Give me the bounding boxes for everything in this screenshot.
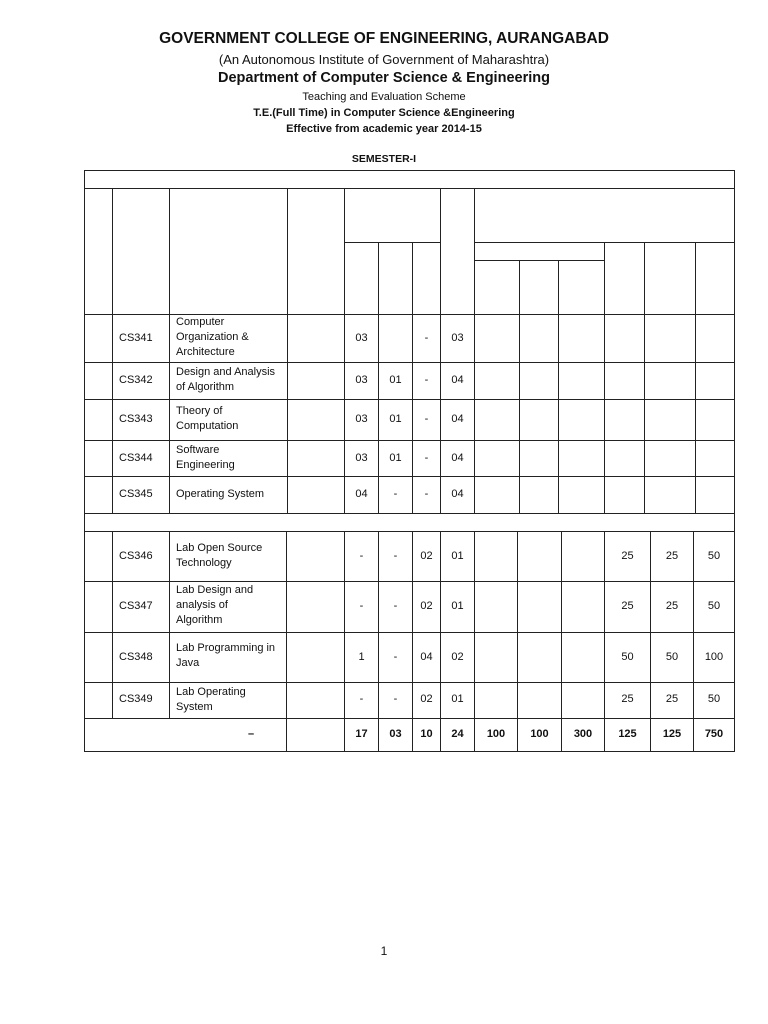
course-code: CS349 xyxy=(119,693,153,705)
program-title: T.E.(Full Time) in Computer Science &Engineering xyxy=(253,107,515,119)
practical-hours: - xyxy=(424,488,429,500)
credits: 04 xyxy=(451,374,464,386)
term-work-marks: 25 xyxy=(621,550,634,562)
course-title: Lab Open Source Technology xyxy=(176,542,263,569)
tutorial-hours: 01 xyxy=(389,413,402,425)
lecture-hours: 03 xyxy=(355,332,368,344)
total-marks: 100 xyxy=(704,651,724,663)
lecture-hours: - xyxy=(359,600,364,612)
tutorial-hours: - xyxy=(393,600,398,612)
scheme-title: Teaching and Evaluation Scheme xyxy=(302,91,466,103)
tutorial-hours: 01 xyxy=(389,374,402,386)
tutorial-hours: - xyxy=(393,651,398,663)
course-code: CS343 xyxy=(119,413,153,425)
total-tutorial-hours: 03 xyxy=(389,728,402,740)
credits: 01 xyxy=(451,550,464,562)
lecture-hours: 04 xyxy=(355,488,368,500)
course-title: Lab Operating System xyxy=(176,686,246,713)
college-name: GOVERNMENT COLLEGE OF ENGINEERING, AURANGABAD xyxy=(159,30,609,47)
total-exam-marks-3: 300 xyxy=(573,728,593,740)
practical-hours: - xyxy=(424,374,429,386)
total-lecture-hours: 17 xyxy=(355,728,368,740)
credits: 04 xyxy=(451,452,464,464)
lecture-hours: - xyxy=(359,693,364,705)
lecture-hours: 03 xyxy=(355,413,368,425)
effective-year: Effective from academic year 2014-15 xyxy=(286,123,482,135)
lecture-hours: - xyxy=(359,550,364,562)
lecture-hours: 1 xyxy=(358,651,365,663)
total-exam-marks-1: 100 xyxy=(486,728,506,740)
tutorial-hours: - xyxy=(393,693,398,705)
practical-hours: 02 xyxy=(420,693,433,705)
totals-label: – xyxy=(247,728,255,740)
grand-total-marks: 750 xyxy=(704,728,724,740)
practical-hours: 02 xyxy=(420,550,433,562)
semester-label: SEMESTER-I xyxy=(351,153,417,165)
lecture-hours: 03 xyxy=(355,374,368,386)
total-credits: 24 xyxy=(451,728,464,740)
course-title: Theory of Computation xyxy=(176,405,239,432)
term-work-marks: 50 xyxy=(621,651,634,663)
course-title: Lab Programming in Java xyxy=(176,642,276,669)
total-marks: 50 xyxy=(707,600,721,612)
tutorial-hours: - xyxy=(393,550,398,562)
tutorial-hours: 01 xyxy=(389,452,402,464)
course-code: CS344 xyxy=(119,452,153,464)
course-title: Operating System xyxy=(176,488,265,500)
course-title: Design and Analysis of Algorithm xyxy=(176,366,276,393)
course-code: CS345 xyxy=(119,488,153,500)
department-title: Department of Computer Science & Engineering xyxy=(218,70,550,86)
institute-note: (An Autonomous Institute of Government of Maharashtra) xyxy=(218,52,550,67)
course-title: Lab Design and analysis of Algorithm xyxy=(176,584,254,626)
course-title: Computer Organization & Architecture xyxy=(176,316,249,358)
course-code: CS341 xyxy=(119,332,153,344)
credits: 03 xyxy=(451,332,464,344)
course-code: CS346 xyxy=(119,550,153,562)
practical-hours: - xyxy=(424,413,429,425)
page-number: 1 xyxy=(380,944,388,958)
total-practical-hours: 10 xyxy=(420,728,433,740)
course-code: CS342 xyxy=(119,374,153,386)
credits: 01 xyxy=(451,600,464,612)
term-work-marks: 25 xyxy=(621,693,634,705)
practical-hours: 04 xyxy=(420,651,433,663)
practical-marks: 25 xyxy=(665,550,679,562)
term-work-marks: 25 xyxy=(621,600,634,612)
total-exam-marks-2: 100 xyxy=(530,728,549,740)
tutorial-hours: - xyxy=(393,488,398,500)
credits: 04 xyxy=(451,413,464,425)
course-code: CS347 xyxy=(119,600,153,612)
practical-marks: 50 xyxy=(665,651,679,663)
total-marks: 50 xyxy=(707,550,721,562)
practical-hours: - xyxy=(424,452,429,464)
practical-hours: - xyxy=(424,332,429,344)
practical-marks: 25 xyxy=(665,600,679,612)
credits: 04 xyxy=(451,488,464,500)
credits: 02 xyxy=(451,651,464,663)
practical-hours: 02 xyxy=(420,600,433,612)
practical-marks: 25 xyxy=(665,693,679,705)
total-term-work-marks: 125 xyxy=(618,728,637,740)
course-code: CS348 xyxy=(119,651,153,663)
total-marks: 50 xyxy=(707,693,721,705)
course-title: Software Engineering xyxy=(176,444,235,471)
total-practical-marks: 125 xyxy=(662,728,682,740)
credits: 01 xyxy=(451,693,464,705)
lecture-hours: 03 xyxy=(355,452,368,464)
